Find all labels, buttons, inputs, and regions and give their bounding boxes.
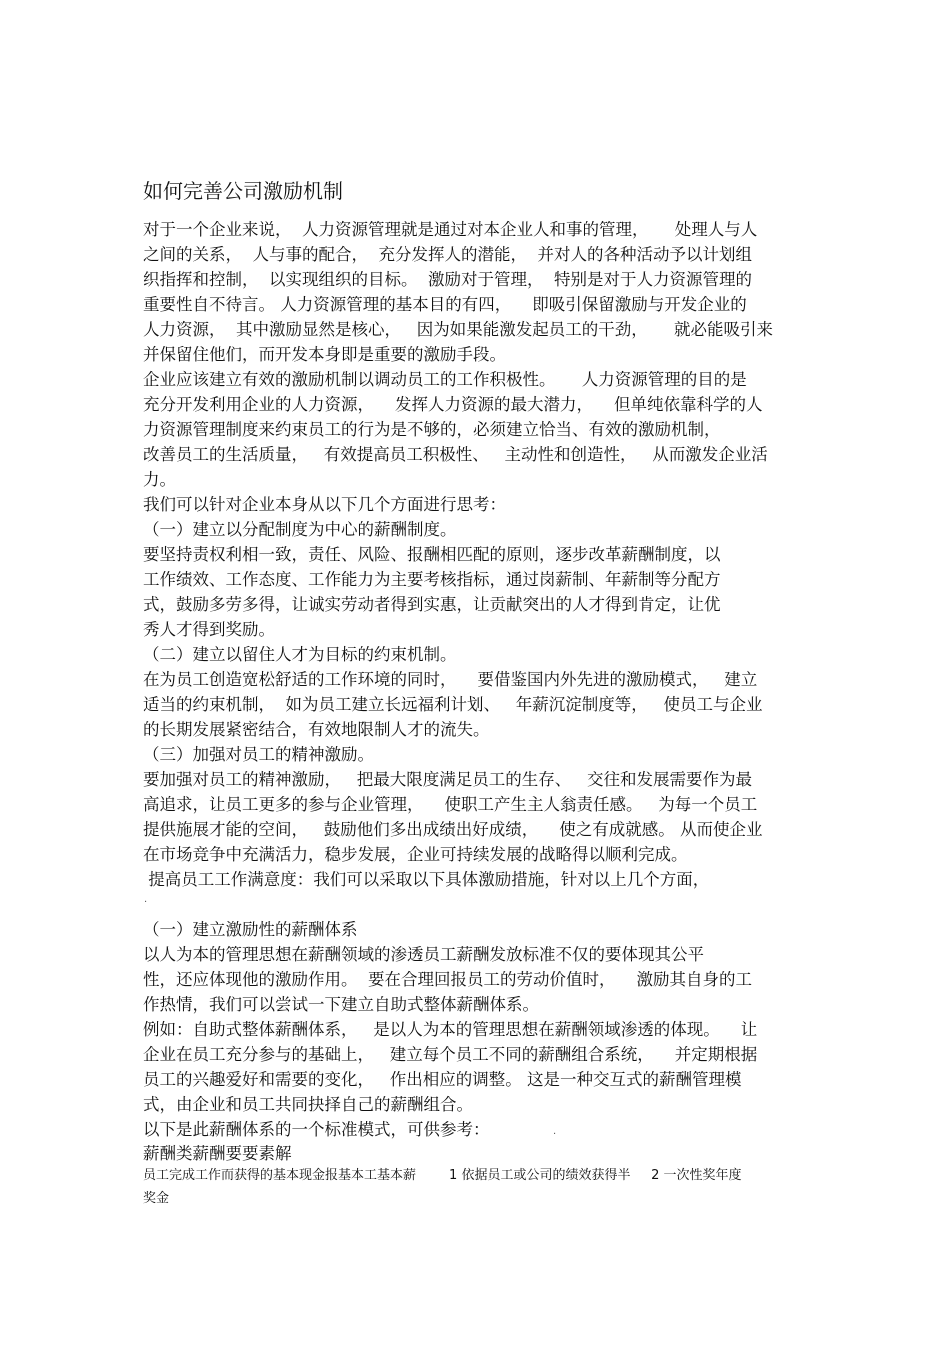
document-title: 如何完善公司激励机制	[143, 179, 343, 203]
paragraph-line: 以人为本的管理思想在薪酬领域的渗透员工薪酬发放标准不仅的要体现其公平	[143, 945, 704, 964]
paragraph-line: 作热情，我们可以尝试一下建立自助式整体薪酬体系。	[143, 995, 539, 1014]
paragraph-line: 性，还应体现他的激励作用。 要在合理回报员工的劳动价值时， 激励其自身的工	[143, 970, 752, 989]
paragraph-line: 工作绩效、工作态度、工作能力为主要考核指标，通过岗薪制、年薪制等分配方	[143, 570, 721, 589]
paragraph-line: 要坚持责权利相一致，责任、风险、报酬相匹配的原则，逐步改革薪酬制度，以	[143, 545, 721, 564]
paragraph-line: 改善员工的生活质量， 有效提高员工积极性、 主动性和创造性， 从而激发企业活	[143, 445, 768, 464]
paragraph-line: 提供施展才能的空间， 鼓励他们多出成绩出好成绩， 使之有成就感。 从而使企业	[143, 820, 763, 839]
paragraph-line: 我们可以针对企业本身从以下几个方面进行思考：	[143, 495, 506, 514]
table-header-line: 薪酬类薪酬要要素解	[143, 1144, 292, 1163]
table-row-line: 奖金	[143, 1191, 170, 1206]
paragraph-line: 力。	[143, 470, 176, 489]
paragraph-line: 适当的约束机制， 如为员工建立长远福利计划、 年薪沉淀制度等， 使员工与企业	[143, 695, 763, 714]
stray-dot-mark: .	[553, 1126, 557, 1137]
paragraph-line: 人力资源， 其中激励显然是核心， 因为如果能激发起员工的干劲， 就必能吸引来	[143, 320, 773, 339]
section-heading: （一）建立以分配制度为中心的薪酬制度。	[143, 520, 457, 539]
section-heading: （一）建立激励性的薪酬体系	[143, 920, 358, 939]
paragraph-line: 例如：自助式整体薪酬体系， 是以人为本的管理思想在薪酬领域渗透的体现。 让	[143, 1020, 758, 1039]
paragraph-line: 织指挥和控制， 以实现组织的目标。 激励对于管理， 特别是对于人力资源管理的	[143, 270, 752, 289]
paragraph-line: 之间的关系， 人与事的配合， 充分发挥人的潜能， 并对人的各种活动予以计划组	[143, 245, 752, 264]
paragraph-line: 要加强对员工的精神激励， 把最大限度满足员工的生存、 交往和发展需要作为最	[143, 770, 752, 789]
paragraph-line: 式，鼓励多劳多得，让诚实劳动者得到实惠，让贡献突出的人才得到肯定，让优	[143, 595, 721, 614]
paragraph-line: 对于一个企业来说， 人力资源管理就是通过对本企业人和事的管理， 处理人与人	[143, 220, 758, 239]
page-break-mark: ·	[144, 897, 148, 908]
section-heading: （二）建立以留住人才为目标的约束机制。	[143, 645, 457, 664]
paragraph-line: 秀人才得到奖励。	[143, 620, 275, 639]
paragraph-line: 充分开发利用企业的人力资源， 发挥人力资源的最大潜力， 但单纯依靠科学的人	[143, 395, 763, 414]
paragraph-line: 并保留住他们，而开发本身即是重要的激励手段。	[143, 345, 506, 364]
paragraph-line: 力资源管理制度来约束员工的行为是不够的，必须建立恰当、有效的激励机制，	[143, 420, 721, 439]
paragraph-line: 企业在员工充分参与的基础上， 建立每个员工不同的薪酬组合系统， 并定期根据	[143, 1045, 758, 1064]
paragraph-line: 在为员工创造宽松舒适的工作环境的同时， 要借鉴国内外先进的激励模式， 建立	[143, 670, 758, 689]
table-row-line: 员工完成工作而获得的基本现金报基本工基本薪 1 依据员工或公司的绩效获得半 2 一次性奖年度	[143, 1168, 742, 1183]
paragraph-line: 重要性自不待言。 人力资源管理的基本目的有四， 即吸引保留激励与开发企业的	[143, 295, 747, 314]
paragraph-line: 的长期发展紧密结合，有效地限制人才的流失。	[143, 720, 490, 739]
paragraph-line: 以下是此薪酬体系的一个标准模式，可供参考：	[143, 1120, 490, 1139]
paragraph-line: 提高员工工作满意度：我们可以采取以下具体激励措施，针对以上几个方面，	[143, 870, 710, 889]
section-heading: （三）加强对员工的精神激励。	[143, 745, 374, 764]
paragraph-line: 在市场竞争中充满活力，稳步发展，企业可持续发展的战略得以顺利完成。	[143, 845, 688, 864]
paragraph-line: 员工的兴趣爱好和需要的变化， 作出相应的调整。 这是一种交互式的薪酬管理模	[143, 1070, 742, 1089]
paragraph-line: 企业应该建立有效的激励机制以调动员工的工作积极性。 人力资源管理的目的是	[143, 370, 747, 389]
paragraph-line: 式，由企业和员工共同抉择自己的薪酬组合。	[143, 1095, 473, 1114]
paragraph-line: 高追求，让员工更多的参与企业管理， 使职工产生主人翁责任感。 为每一个员工	[143, 795, 758, 814]
